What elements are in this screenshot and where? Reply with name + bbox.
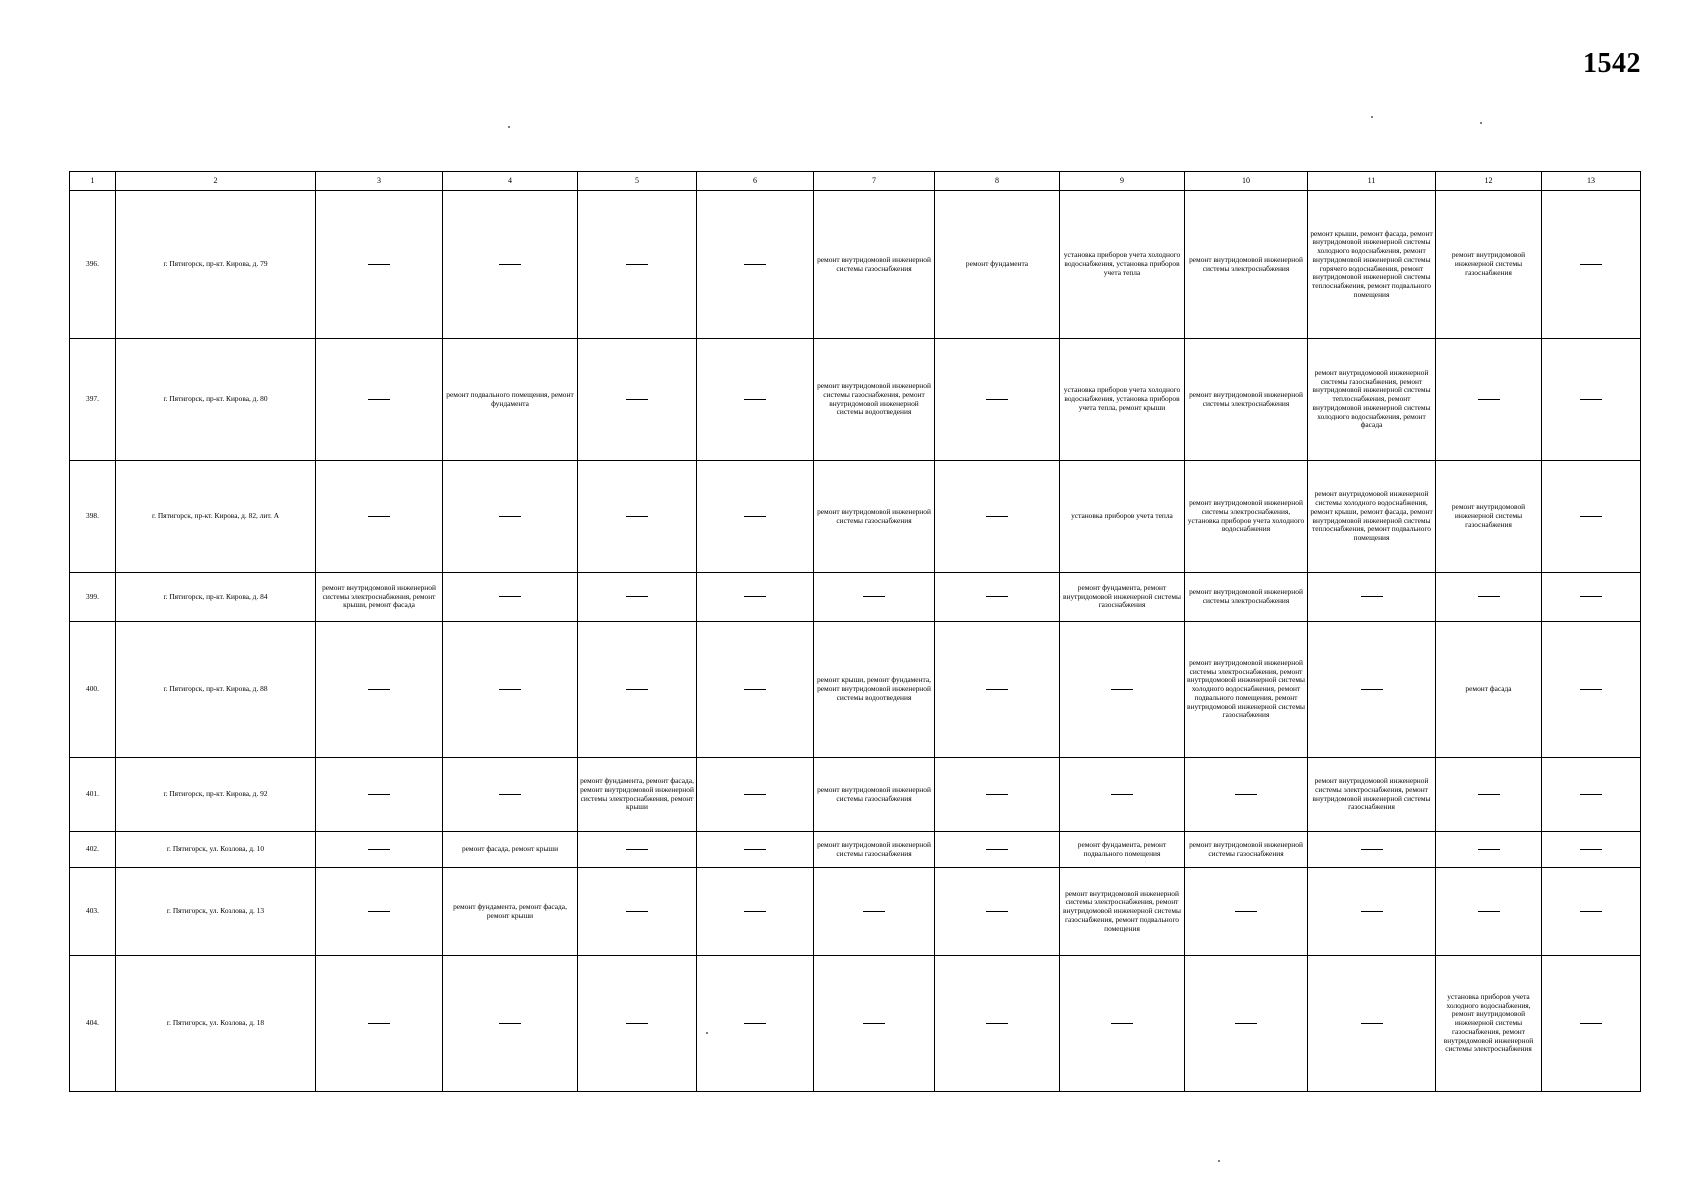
dash-mark [626,849,648,850]
scan-speck [1480,122,1482,124]
empty-cell [316,339,443,461]
empty-cell [814,956,935,1092]
empty-cell [1436,339,1542,461]
empty-cell [1542,622,1641,758]
dash-mark [744,264,766,265]
work-cell: установка приборов учета холодного водоснабжения, ремонт внутридомовой инженерной системы газоснабжения, ремонт внутридомовой инженерной системы электроснабжения [1436,956,1542,1092]
empty-cell [1542,191,1641,339]
empty-cell [1060,956,1185,1092]
empty-cell [1436,868,1542,956]
empty-cell [1542,339,1641,461]
empty-cell [1542,573,1641,622]
address-cell: г. Пятигорск, ул. Козлова, д. 18 [116,956,316,1092]
empty-cell [697,573,814,622]
address-cell: г. Пятигорск, пр-кт. Кирова, д. 82, лит. А [116,461,316,573]
dash-mark [1235,1023,1257,1024]
empty-cell [316,868,443,956]
empty-cell [316,191,443,339]
dash-mark [1361,689,1383,690]
dash-mark [1235,794,1257,795]
empty-cell [1542,868,1641,956]
dash-mark [744,399,766,400]
row-number: 396. [70,191,116,339]
work-cell: установка приборов учета холодного водоснабжения, установка приборов учета тепла [1060,191,1185,339]
work-cell: ремонт внутридомовой инженерной системы газоснабжения [1436,461,1542,573]
dash-mark [1580,264,1602,265]
column-number: 8 [935,172,1060,191]
empty-cell [316,832,443,868]
dash-mark [986,849,1008,850]
scan-speck [1218,1160,1220,1162]
dash-mark [499,264,521,265]
dash-mark [626,1023,648,1024]
work-cell: ремонт внутридомовой инженерной системы газоснабжения [1185,832,1308,868]
empty-cell [443,622,578,758]
table-row [70,956,1641,1092]
work-cell: ремонт подвального помещения, ремонт фундамента [443,339,578,461]
work-cell: ремонт внутридомовой инженерной системы холодного водоснабжения, ремонт крыши, ремонт фасада, ремонт внутридомовой инженерной системы теплоснабжения, ремонт подвального помещения [1308,461,1436,573]
column-number: 9 [1060,172,1185,191]
dash-mark [744,794,766,795]
empty-cell [578,339,697,461]
empty-cell [443,573,578,622]
empty-cell [1185,868,1308,956]
empty-cell [578,191,697,339]
work-cell: ремонт фасада, ремонт крыши [443,832,578,868]
dash-mark [1580,794,1602,795]
table-row [70,622,1641,758]
dash-mark [626,689,648,690]
empty-cell [697,868,814,956]
empty-cell [814,573,935,622]
work-cell: ремонт крыши, ремонт фундамента, ремонт внутридомовой инженерной системы водоотведения [814,622,935,758]
table-row [70,573,1641,622]
address-cell: г. Пятигорск, ул. Козлова, д. 10 [116,832,316,868]
dash-mark [863,596,885,597]
empty-cell [697,622,814,758]
scan-speck [508,126,510,128]
work-cell: установка приборов учета тепла [1060,461,1185,573]
empty-cell [1542,758,1641,832]
empty-cell [935,339,1060,461]
work-cell: ремонт фундамента, ремонт подвального помещения [1060,832,1185,868]
empty-cell [1436,573,1542,622]
dash-mark [1478,911,1500,912]
dash-mark [1361,849,1383,850]
empty-cell [1542,832,1641,868]
address-cell: г. Пятигорск, пр-кт. Кирова, д. 79 [116,191,316,339]
work-cell: ремонт внутридомовой инженерной системы электроснабжения, установка приборов учета холодного водоснабжения [1185,461,1308,573]
work-cell: ремонт внутридомовой инженерной системы электроснабжения, ремонт внутридомовой инженерной системы холодного водоснабжения, ремонт подвального помещения, ремонт внутридомовой инженерной системы газоснабжения [1185,622,1308,758]
work-cell: ремонт внутридомовой инженерной системы газоснабжения [814,832,935,868]
empty-cell [1542,461,1641,573]
dash-mark [368,516,390,517]
table-row [70,868,1641,956]
dash-mark [1580,689,1602,690]
dash-mark [986,1023,1008,1024]
empty-cell [1060,622,1185,758]
empty-cell [578,832,697,868]
dash-mark [1478,849,1500,850]
empty-cell [578,461,697,573]
empty-cell [935,622,1060,758]
row-number: 397. [70,339,116,461]
repair-schedule-table [69,171,1641,1092]
empty-cell [935,573,1060,622]
row-number: 400. [70,622,116,758]
column-number: 12 [1436,172,1542,191]
dash-mark [1478,596,1500,597]
work-cell: ремонт внутридомовой инженерной системы электроснабжения [1185,573,1308,622]
empty-cell [316,622,443,758]
empty-cell [1542,956,1641,1092]
empty-cell [1185,758,1308,832]
work-cell: ремонт внутридомовой инженерной системы газоснабжения [814,758,935,832]
dash-mark [1580,516,1602,517]
dash-mark [499,794,521,795]
dash-mark [744,849,766,850]
column-number: 5 [578,172,697,191]
dash-mark [1111,794,1133,795]
empty-cell [578,573,697,622]
work-cell: ремонт внутридомовой инженерной системы электроснабжения, ремонт крыши, ремонт фасада [316,573,443,622]
row-number: 403. [70,868,116,956]
dash-mark [626,516,648,517]
dash-mark [626,596,648,597]
empty-cell [935,758,1060,832]
empty-cell [935,868,1060,956]
table-body [70,191,1641,1092]
dash-mark [1111,689,1133,690]
work-cell: ремонт внутридомовой инженерной системы электроснабжения, ремонт внутридомовой инженерной системы газоснабжения, ремонт подвального помещения [1060,868,1185,956]
work-cell: ремонт внутридомовой инженерной системы газоснабжения [814,461,935,573]
work-cell: ремонт внутридомовой инженерной системы газоснабжения [814,191,935,339]
table-row [70,758,1641,832]
dash-mark [986,399,1008,400]
address-cell: г. Пятигорск, пр-кт. Кирова, д. 80 [116,339,316,461]
dash-mark [1361,1023,1383,1024]
dash-mark [744,596,766,597]
table-row [70,191,1641,339]
empty-cell [935,956,1060,1092]
empty-cell [697,832,814,868]
column-number: 6 [697,172,814,191]
empty-cell [578,868,697,956]
dash-mark [499,689,521,690]
table-row [70,339,1641,461]
work-cell: ремонт внутридомовой инженерной системы газоснабжения [1436,191,1542,339]
empty-cell [578,956,697,1092]
dash-mark [1580,596,1602,597]
dash-mark [368,689,390,690]
column-number: 4 [443,172,578,191]
row-number: 399. [70,573,116,622]
work-cell: ремонт внутридомовой инженерной системы электроснабжения [1185,191,1308,339]
empty-cell [1308,622,1436,758]
work-cell: установка приборов учета холодного водоснабжения, установка приборов учета тепла, ремонт крыши [1060,339,1185,461]
work-cell: ремонт фасада [1436,622,1542,758]
dash-mark [499,516,521,517]
empty-cell [935,832,1060,868]
empty-cell [316,758,443,832]
empty-cell [443,461,578,573]
work-cell: ремонт крыши, ремонт фасада, ремонт внутридомовой инженерной системы холодного водоснабжения, ремонт внутридомовой инженерной системы горячего водоснабжения, ремонт внутридомовой инженерной системы теплоснабжения, ремонт подвального помещения [1308,191,1436,339]
empty-cell [935,461,1060,573]
empty-cell [443,956,578,1092]
work-cell: ремонт внутридомовой инженерной системы электроснабжения, ремонт внутридомовой инженерной системы газоснабжения [1308,758,1436,832]
work-cell: ремонт внутридомовой инженерной системы газоснабжения, ремонт внутридомовой инженерной системы теплоснабжения, ремонт внутридомовой инженерной системы холодного водоснабжения, ремонт фасада [1308,339,1436,461]
dash-mark [863,911,885,912]
dash-mark [744,911,766,912]
empty-cell [316,956,443,1092]
table-row [70,832,1641,868]
address-cell: г. Пятигорск, ул. Козлова, д. 13 [116,868,316,956]
empty-cell [697,758,814,832]
column-number: 11 [1308,172,1436,191]
address-cell: г. Пятигорск, пр-кт. Кирова, д. 88 [116,622,316,758]
dash-mark [1361,911,1383,912]
row-number: 401. [70,758,116,832]
dash-mark [368,1023,390,1024]
empty-cell [1308,956,1436,1092]
column-number: 2 [116,172,316,191]
column-number: 13 [1542,172,1641,191]
dash-mark [626,264,648,265]
work-cell: ремонт фундамента, ремонт фасада, ремонт крыши [443,868,578,956]
row-number: 404. [70,956,116,1092]
empty-cell [443,191,578,339]
work-cell: ремонт фундамента, ремонт фасада, ремонт внутридомовой инженерной системы электроснабжения, ремонт крыши [578,758,697,832]
dash-mark [1361,596,1383,597]
column-number: 10 [1185,172,1308,191]
empty-cell [1060,758,1185,832]
empty-cell [697,191,814,339]
dash-mark [1111,1023,1133,1024]
dash-mark [1478,794,1500,795]
scan-speck [1371,116,1373,118]
empty-cell [1436,832,1542,868]
column-number: 1 [70,172,116,191]
dash-mark [368,794,390,795]
dash-mark [1580,911,1602,912]
work-cell: ремонт фундамента, ремонт внутридомовой инженерной системы газоснабжения [1060,573,1185,622]
dash-mark [1580,1023,1602,1024]
dash-mark [986,596,1008,597]
dash-mark [368,849,390,850]
work-cell: ремонт внутридомовой инженерной системы электроснабжения [1185,339,1308,461]
column-number: 3 [316,172,443,191]
dash-mark [744,1023,766,1024]
empty-cell [1308,832,1436,868]
empty-cell [1308,573,1436,622]
dash-mark [986,689,1008,690]
dash-mark [1478,399,1500,400]
dash-mark [1580,399,1602,400]
empty-cell [1436,758,1542,832]
empty-cell [697,461,814,573]
dash-mark [626,911,648,912]
row-number: 398. [70,461,116,573]
page-number: 1542 [1583,48,1641,79]
dash-mark [626,399,648,400]
table-row [70,461,1641,573]
empty-cell [697,339,814,461]
empty-cell [814,868,935,956]
work-cell: ремонт фундамента [935,191,1060,339]
dash-mark [1580,849,1602,850]
work-cell: ремонт внутридомовой инженерной системы газоснабжения, ремонт внутридомовой инженерной системы водоотведения [814,339,935,461]
dash-mark [744,689,766,690]
column-number: 7 [814,172,935,191]
dash-mark [744,516,766,517]
address-cell: г. Пятигорск, пр-кт. Кирова, д. 92 [116,758,316,832]
dash-mark [368,264,390,265]
empty-cell [1308,868,1436,956]
dash-mark [499,1023,521,1024]
dash-mark [368,911,390,912]
dash-mark [499,596,521,597]
dash-mark [863,1023,885,1024]
address-cell: г. Пятигорск, пр-кт. Кирова, д. 84 [116,573,316,622]
dash-mark [368,399,390,400]
dash-mark [1235,911,1257,912]
empty-cell [578,622,697,758]
dash-mark [986,911,1008,912]
column-number-row [70,172,1641,191]
empty-cell [443,758,578,832]
row-number: 402. [70,832,116,868]
empty-cell [316,461,443,573]
dash-mark [986,516,1008,517]
dash-mark [986,794,1008,795]
empty-cell [1185,956,1308,1092]
empty-cell [697,956,814,1092]
